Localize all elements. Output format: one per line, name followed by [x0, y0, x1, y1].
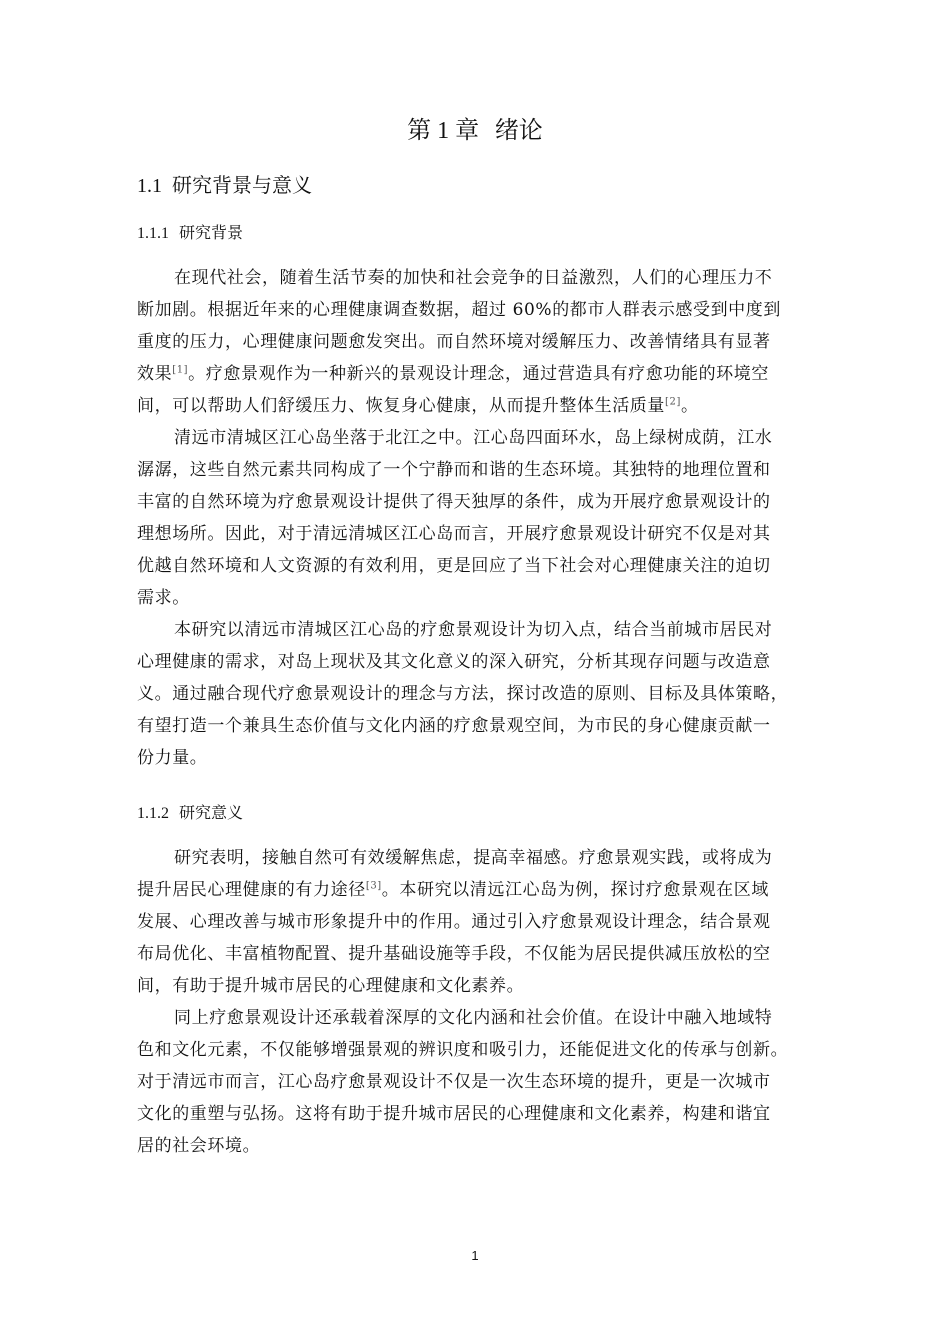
citation-ref: [2]	[665, 396, 681, 408]
paragraph-line: 色和文化元素，不仅能够增强景观的辨识度和吸引力，还能促进文化的传承与创新。	[137, 1040, 789, 1060]
paragraph-line: 研究表明，接触自然可有效缓解焦虑，提高幸福感。疗愈景观实践，或将成为	[174, 848, 773, 868]
paragraph-line: 优越自然环境和人文资源的有效利用，更是回应了当下社会对心理健康关注的迫切	[137, 556, 771, 576]
paragraph-line-with-citation	[137, 358, 851, 390]
paragraph-line: 理想场所。因此，对于清远清城区江心岛而言，开展疗愈景观设计研究不仅是对其	[137, 524, 771, 544]
paragraph-line: 布局优化、丰富植物配置、提升基础设施等手段，不仅能为居民提供减压放松的空	[137, 944, 771, 964]
paragraph-line: 有望打造一个兼具生态价值与文化内涵的疗愈景观空间，为市民的身心健康贡献一	[137, 716, 771, 736]
subsection-heading-background	[137, 221, 243, 246]
paragraph-line: 潺潺，这些自然元素共同构成了一个宁静而和谐的生态环境。其独特的地理位置和	[137, 460, 771, 480]
paragraph-line: 间，有助于提升城市居民的心理健康和文化素养。	[137, 976, 525, 996]
paragraph-line: 本研究以清远市清城区江心岛的疗愈景观设计为切入点，结合当前城市居民对	[174, 620, 773, 640]
paragraph-line: 份力量。	[137, 748, 208, 768]
text-segment: 。疗愈景观作为一种新兴的景观设计理念，通过营造具有疗愈功能的环境空	[188, 364, 769, 384]
subsection-number: 1.1.2	[137, 805, 169, 822]
paragraph-line: 同上疗愈景观设计还承载着深厚的文化内涵和社会价值。在设计中融入地域特	[174, 1008, 773, 1028]
paragraph-line: 清远市清城区江心岛坐落于北江之中。江心岛四面环水，岛上绿树成荫，江水	[174, 428, 773, 448]
text-segment: 。	[680, 396, 699, 416]
section-number: 1.1	[137, 175, 162, 197]
paragraph-line: 心理健康的需求，对岛上现状及其文化意义的深入研究，分析其现存问题与改造意	[137, 652, 771, 672]
paragraph-line: 断加剧。根据近年来的心理健康调查数据，超过 60%的都市人群表示感受到中度到	[137, 300, 781, 320]
citation-ref: [1]	[172, 364, 189, 376]
text-segment: 间，可以帮助人们舒缓压力、恢复身心健康，从而提升整体生活质量	[137, 396, 665, 416]
section-title: 研究背景与意义	[172, 173, 312, 197]
citation-ref: [3]	[365, 880, 382, 892]
paragraph-line: 义。通过融合现代疗愈景观设计的理念与方法，探讨改造的原则、目标及具体策略，	[137, 684, 789, 704]
paragraph-line: 发展、心理改善与城市形象提升中的作用。通过引入疗愈景观设计理念，结合景观	[137, 912, 771, 932]
chapter-name: 绪论	[494, 116, 543, 144]
text-segment: 效果	[137, 364, 173, 384]
background-paragraphs	[137, 262, 851, 774]
paragraph-line: 居的社会环境。	[137, 1136, 261, 1156]
section-heading	[137, 170, 312, 201]
subsection-title: 研究背景	[179, 223, 244, 242]
significance-paragraphs	[137, 842, 851, 1162]
paragraph-line-with-citation	[137, 874, 851, 906]
subsection-title: 研究意义	[179, 803, 244, 822]
text-segment: 。本研究以清远江心岛为例，探讨疗愈景观在区域	[381, 880, 769, 900]
chapter-number: 第 1 章	[407, 118, 480, 144]
paragraph-line: 需求。	[137, 588, 190, 608]
paragraph-line-with-citation	[137, 390, 851, 422]
page-number: 1	[471, 1248, 479, 1263]
subsection-heading-significance	[137, 801, 243, 826]
paragraph-line: 在现代社会，随着生活节奏的加快和社会竞争的日益激烈，人们的心理压力不	[174, 268, 773, 288]
paragraph-line: 对于清远市而言，江心岛疗愈景观设计不仅是一次生态环境的提升，更是一次城市	[137, 1072, 771, 1092]
text-segment: 提升居民心理健康的有力途径	[137, 880, 366, 900]
paragraph-line: 重度的压力，心理健康问题愈发突出。而自然环境对缓解压力、改善情绪具有显著	[137, 332, 771, 352]
paragraph-line: 文化的重塑与弘扬。这将有助于提升城市居民的心理健康和文化素养，构建和谐宜	[137, 1104, 771, 1124]
paragraph-line: 丰富的自然环境为疗愈景观设计提供了得天独厚的条件，成为开展疗愈景观设计的	[137, 492, 771, 512]
chapter-title	[0, 112, 950, 149]
subsection-number: 1.1.1	[137, 225, 169, 242]
